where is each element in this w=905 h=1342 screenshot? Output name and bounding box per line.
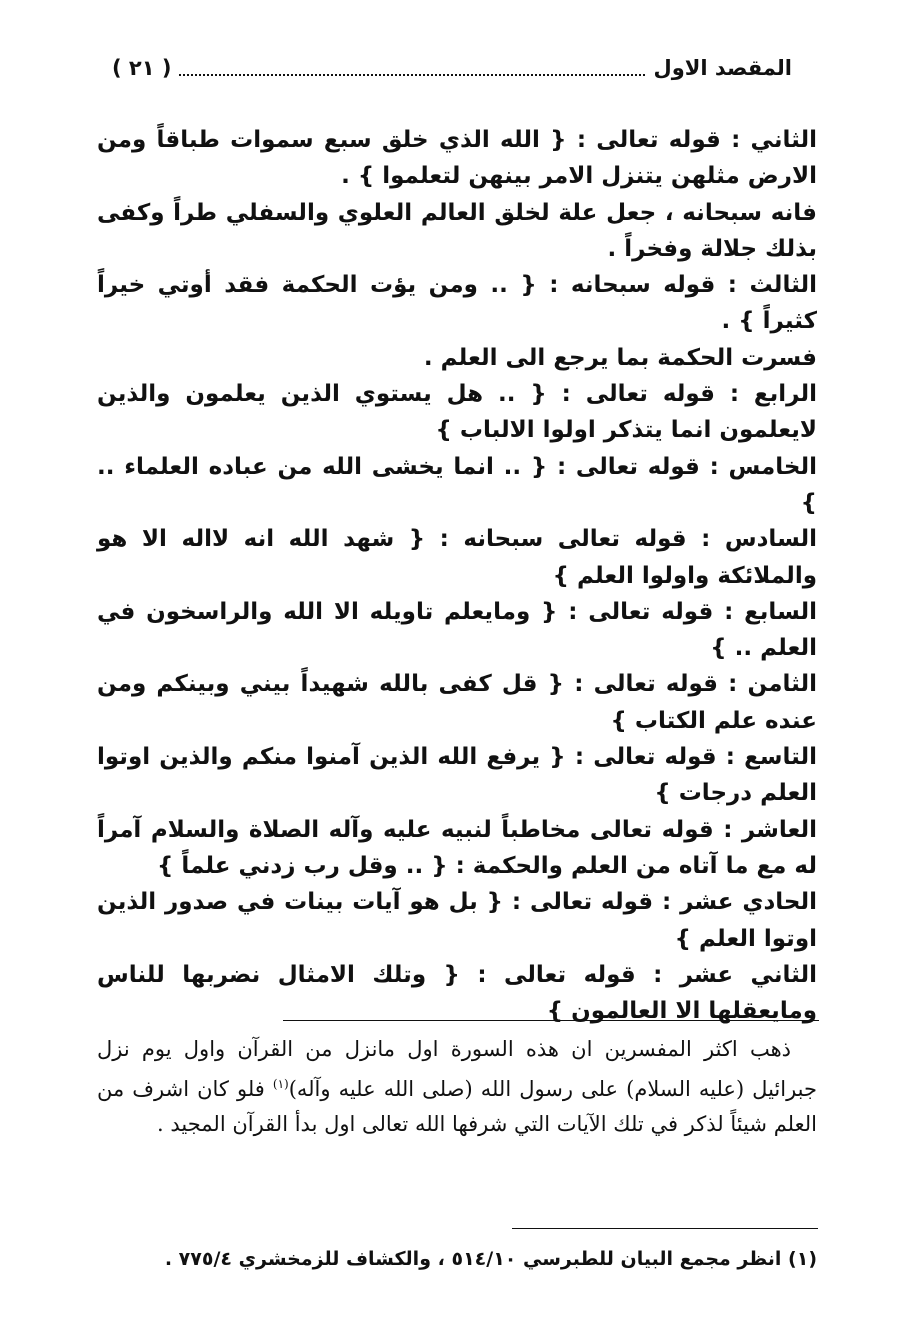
paragraph-third-commentary: فسرت الحكمة بما يرجع الى العلم .	[423, 344, 817, 371]
paragraph-second-commentary: فانه سبحانه ، جعل علة لخلق العالم العلوي والسفلي طراً وكفى بذلك جلالة وفخراً .	[97, 199, 817, 262]
chapter-title: المقصد الاول	[653, 56, 792, 80]
running-header	[112, 48, 792, 88]
section-divider	[283, 1020, 819, 1021]
paragraph-second: الثاني : قوله تعالى : { الله الذي خلق سبع سموات طباقاً ومن الارض مثلهن يتنزل الامر بينهن لتعلموا } .	[97, 127, 817, 190]
paragraph-ninth: التاسع : قوله تعالى : { يرفع الله الذين آمنوا منكم والذين اوتوا العلم درجات }	[97, 744, 817, 807]
page-number: ( ٢١ )	[112, 56, 172, 80]
paragraph-tenth: العاشر : قوله تعالى مخاطباً لنبيه عليه وآله الصلاة والسلام آمراً له مع ما آتاه من العلم والحكمة : { .. وقل رب زدني علماً }	[97, 816, 817, 879]
paragraph-third: الثالث : قوله سبحانه : { .. ومن يؤت الحكمة فقد أوتي خيراً كثيراً } .	[97, 272, 817, 335]
paragraph-eleventh: الحادي عشر : قوله تعالى : { بل هو آيات بينات في صدور الذين اوتوا العلم }	[97, 889, 817, 952]
footnote: (١) انظر مجمع البيان للطبرسي ٥١٤/١٠ ، والكشاف للزمخشري ٧٧٥/٤ .	[164, 1248, 817, 1270]
footnote-divider	[512, 1228, 818, 1229]
header-dot-leader	[179, 60, 645, 76]
paragraph-fifth: الخامس : قوله تعالى : { .. انما يخشى الله من عباده العلماء .. }	[97, 453, 817, 516]
paragraph-sixth: السادس : قوله تعالى سبحانه : { شهد الله انه لااله الا هو والملائكة واولوا العلم }	[97, 526, 817, 589]
footnote-marker: (١)	[272, 1077, 289, 1091]
closing-text	[97, 1032, 817, 1142]
closing-paragraph	[97, 1032, 817, 1142]
main-text	[97, 122, 817, 1029]
closing-part-2: فلو كان اشرف من العلم شيئاً لذكر في تلك الآيات التي شرفها الله تعالى اول بدأ القرآن المجيد .	[97, 1077, 817, 1136]
closing-part-1: ذهب اكثر المفسرين ان هذه السورة اول مانزل من القرآن واول يوم نزل جبرائيل (عليه السلام) على رسول الله (صلى الله عليه وآله)	[97, 1037, 818, 1101]
paragraph-eighth: الثامن : قوله تعالى : { قل كفى بالله شهيداً بيني وبينكم ومن عنده علم الكتاب }	[97, 671, 817, 734]
paragraph-twelfth: الثاني عشر : قوله تعالى : { وتلك الامثال نضربها للناس ومايعقلها الا العالمون }	[97, 961, 817, 1025]
paragraph-seventh: السابع : قوله تعالى : { ومايعلم تاويله الا الله والراسخون في العلم .. }	[97, 598, 817, 662]
paragraph-fourth: الرابع : قوله تعالى : { .. هل يستوي الذين يعلمون والذين لايعلمون انما يتذكر اولوا الالباب }	[97, 381, 817, 444]
